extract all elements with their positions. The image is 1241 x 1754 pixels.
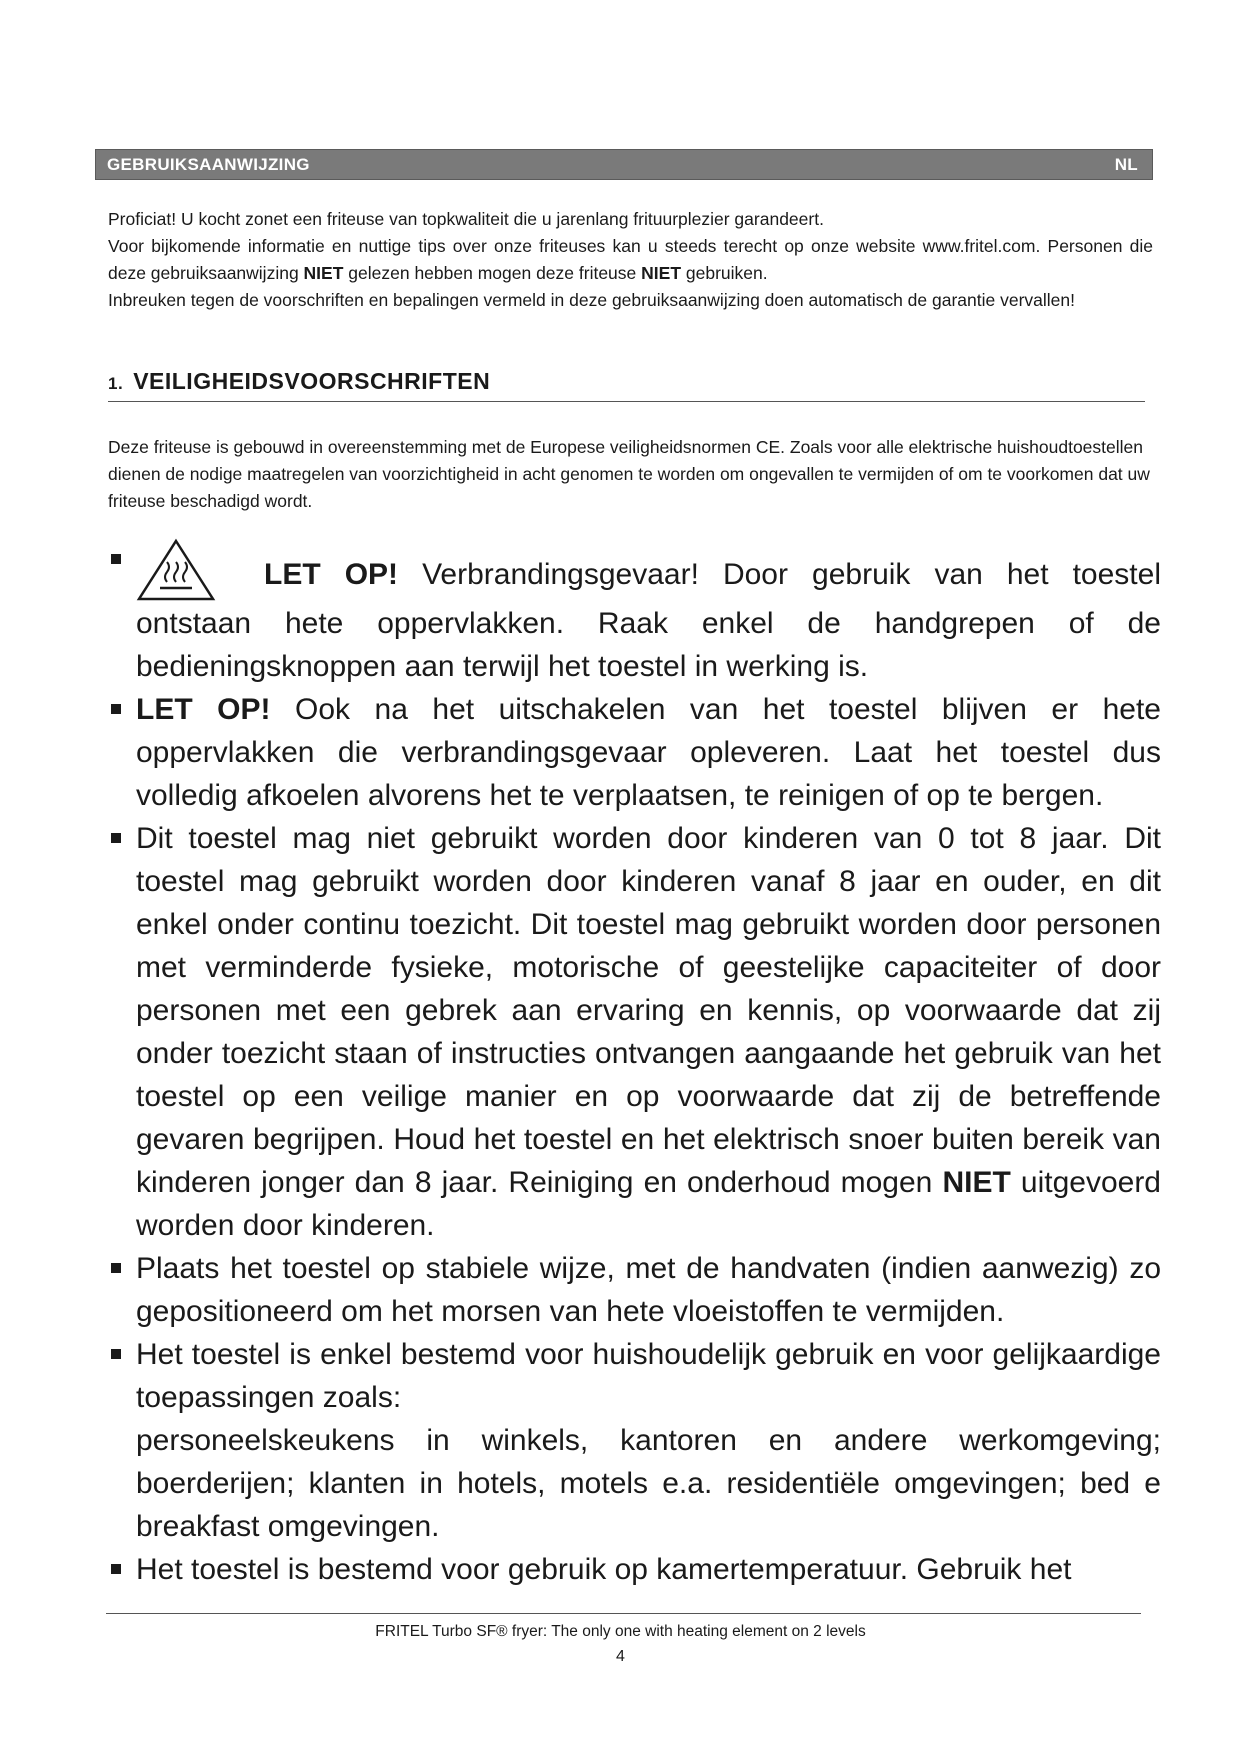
footer-text: FRITEL Turbo SF® fryer: The only one with heating element on 2 levels <box>375 1623 866 1640</box>
rule-2-warning: LET OP! <box>136 693 271 726</box>
safety-rules-list <box>108 538 1208 1591</box>
rule-3-bold: NIET <box>942 1166 1011 1199</box>
intro-text <box>108 206 1153 314</box>
list-item <box>108 538 1161 688</box>
rule-1-text: Verbrandingsgevaar! Door gebruik van het toestel ontstaan hete oppervlakken. Raak enkel de handgrepen of de bedieningsknoppen aan terwijl het toestel in werking is. <box>136 558 1161 683</box>
rule-3-text: Dit toestel mag niet gebruikt worden door kinderen van 0 tot 8 jaar. Dit toestel mag gebruikt worden door kinderen vanaf 8 jaar en ouder, en dit enkel onder continu toezicht. Dit toestel mag gebruikt worden door personen met verminderde fysieke, motorische of geestelijke capaciteiter of door personen met een gebrek aan ervaring en kennis, op voorwaarde dat zij onder toezicht staan of instructies ontvangen aangaande het gebruik van het toestel op een veilige manier en op voorwaarde dat zij de betreffende gevaren begrijpen. Houd het toestel en het elektrisch snoer buiten bereik van kinderen jonger dan 8 jaar. Reiniging en onderhoud mogen <box>136 822 1161 1199</box>
rule-5-extra: personeelskeukens in winkels, kantoren en andere werkomgeving; boerderijen; klanten in hotels, motels e.a. residentiële omgevingen; bed e breakfast omgevingen. <box>136 1424 1161 1543</box>
safety-intro: Deze friteuse is gebouwd in overeenstemming met de Europese veiligheidsnormen CE. Zoals voor alle elektrische huishoudtoestellen dienen de nodige maatregelen van voorzichtigheid in acht genomen te worden om ongevallen te vermijden of om te voorkomen dat uw friteuse beschadigd wordt. <box>108 437 1150 511</box>
intro-line-3: Inbreuken tegen de voorschriften en bepalingen vermeld in deze gebruiksaanwijzing doen automatisch de garantie vervallen! <box>108 290 1076 310</box>
list-item <box>108 817 1161 1247</box>
hot-surface-warning-icon <box>136 538 216 602</box>
intro-line-1: Proficiat! U kocht zonet een friteuse van topkwaliteit die u jarenlang frituurplezier garandeert. <box>108 209 824 229</box>
header-title: GEBRUIKSAANWIJZING <box>107 154 310 174</box>
list-item <box>108 688 1161 817</box>
list-item <box>108 1247 1161 1333</box>
rule-6-text: Het toestel is bestemd voor gebruik op kamertemperatuur. Gebruik het <box>136 1553 1072 1586</box>
rule-3-end: uitgevoerd worden door kinderen. <box>136 1166 1161 1242</box>
section-number: 1. <box>108 374 124 393</box>
header-language: NL <box>1114 154 1138 174</box>
intro-line-2: Voor bijkomende informatie en nuttige tips over onze friteuses kan u steeds terecht op onze website www.fritel.com. Personen die deze gebruiksaanwijzing NIET gelezen hebben mogen deze friteuse NIET gebruiken. <box>108 236 1153 283</box>
list-item <box>108 1333 1161 1548</box>
rule-4-text: Plaats het toestel op stabiele wijze, met de handvaten (indien aanwezig) zo gepositioneerd om het morsen van hete vloeistoffen te vermijden. <box>136 1252 1161 1328</box>
section-heading: VEILIGHEIDSVOORSCHRIFTEN <box>133 368 491 394</box>
section-title <box>108 368 1145 402</box>
header-bar <box>95 149 1153 180</box>
footer-divider <box>106 1613 1141 1614</box>
page-number: 4 <box>616 1648 625 1665</box>
rule-1-warning: LET OP! <box>264 558 399 591</box>
rule-5-text: Het toestel is enkel bestemd voor huishoudelijk gebruik en voor gelijkaardige toepassingen zoals: <box>136 1338 1161 1414</box>
rule-2-text: Ook na het uitschakelen van het toestel blijven er hete oppervlakken die verbrandingsgevaar opleveren. Laat het toestel dus volledig afkoelen alvorens het te verplaatsen, te reinigen of op te bergen. <box>136 693 1161 812</box>
list-item <box>108 1548 1161 1591</box>
